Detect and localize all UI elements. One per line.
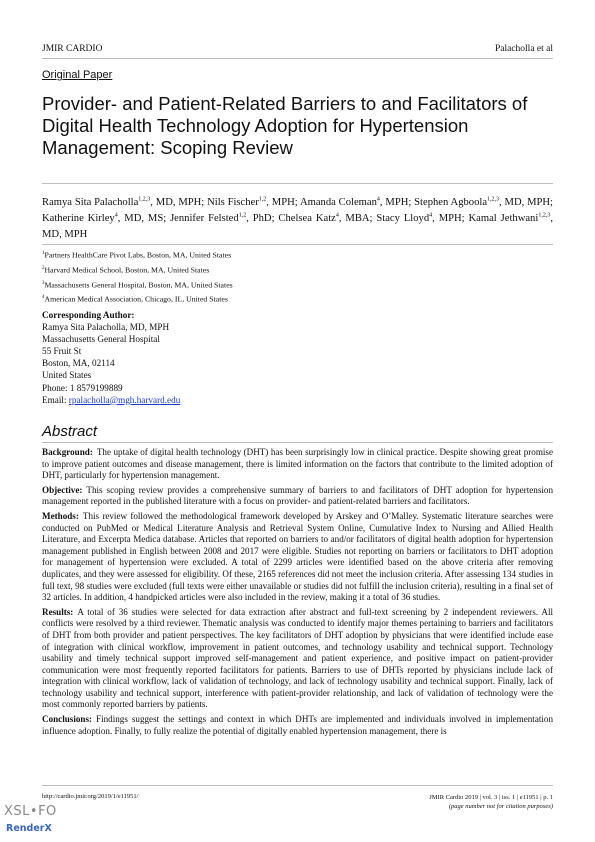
author-degree: , MD, MPH; <box>150 197 208 208</box>
author-name: Katherine Kirley <box>42 213 115 224</box>
affiliation <box>42 262 553 277</box>
author-degree: , MBA; <box>338 213 377 224</box>
author-degree: , MD, MPH <box>42 213 553 240</box>
author-affiliation-mark: 4 <box>376 196 380 203</box>
author <box>207 197 300 208</box>
author <box>42 197 207 208</box>
abstract-section-text: This review followed the methodological framework developed by Arskey and O’Malley. Systematic literature searches were conducted on PubMed or Medical Literature Analysis and Retrieval System Online, Cumulative Index to Nursing and Allied Health Literature, and Excerpta Medica database. Articles that reported on barriers to and/or facilitators of digital health adoption for hypertension management published in English between 2008 and 2017 were eligible. Studies not reporting on barriers or facilitators to DHT adoption for management of hypertension were excluded. A total of 2299 articles were identified based on the above criteria after removing duplicates, and they were assessed for eligibility. Of these, 2165 references did not meet the inclusion criteria. After assessing 134 studies in full text, 98 studies were excluded (full texts were either unavailable or studies did not fulfill the inclusion criteria), resulting in a final set of 32 articles. In addition, 4 handpicked articles were also included in the review, making it a total of 36 studies. <box>42 510 553 603</box>
abstract-section-label: Objective: <box>42 484 83 495</box>
affiliation-list <box>42 247 553 306</box>
affiliation-number: 2 <box>42 265 45 271</box>
author-degree: , MD, MS; <box>117 213 171 224</box>
author-degree: , MPH; <box>266 197 300 208</box>
authors-rule <box>42 244 553 245</box>
journal-name: JMIR CARDIO <box>42 44 103 54</box>
author <box>278 213 376 224</box>
abstract-body <box>42 447 553 740</box>
abstract-heading: Abstract <box>42 423 98 440</box>
affiliation-text: Partners HealthCare Pivot Labs, Boston, MA, United States <box>44 250 232 260</box>
author-name: Chelsea Katz <box>278 213 336 224</box>
abstract-section-label: Results: <box>42 606 74 617</box>
author <box>414 197 553 208</box>
title-rule <box>42 183 553 184</box>
author-name: Stacy Lloyd <box>376 213 430 224</box>
xslfo-logo: XSL•FO <box>4 804 57 819</box>
author-degree: , PhD; <box>246 213 279 224</box>
footer-rule <box>42 785 553 786</box>
corresponding-country: United States <box>42 370 92 381</box>
author-affiliation-mark: 4 <box>429 212 433 219</box>
abstract-section <box>42 485 553 508</box>
corresponding-email-line <box>42 394 553 406</box>
corresponding-org: Massachusetts General Hospital <box>42 334 160 345</box>
author <box>42 213 170 224</box>
author <box>376 213 468 224</box>
affiliation-number: 3 <box>42 280 45 286</box>
footer-citation-block <box>429 793 553 811</box>
author-degree: , MPH; <box>432 213 469 224</box>
abstract-section-text: Findings suggest the settings and context in which DHTs are implemented and individuals involved in implementation influence adoption. Finally, to fully realize the potential of digitally enabled hypertension management, there is <box>42 714 553 736</box>
abstract-section-text: A total of 36 studies were selected for data extraction after abstract and full-text screening by 2 independent reviewers. All conflicts were resolved by a third reviewer. Thematic analysis was conducted to identify major themes pertaining to barriers and facilitators of DHT from both provider and patient perspectives. The key facilitators of DHT adoption by physicians that were identified include ease of integration with clinical workflow, improvement in patient outcomes, and technology usability and technical support. Technology usability and timely technical support improved self-management and patient experience, and positive impact on patient-provider communication were most frequently reported facilitators for patients. Barriers to use of DHTs reported by physicians include lack of integration with clinical workflow, lack of validation of technology, and lack of technology usability and technical support. Finally, lack of technology usability and technical support, interference with patient-provider relationship, and lack of validation of technology were the most commonly reported barriers by patients. <box>42 606 553 710</box>
author-list <box>42 195 553 243</box>
affiliation <box>42 277 553 292</box>
corresponding-heading: Corresponding Author: <box>42 310 135 320</box>
author-affiliation-mark: 1,2,3 <box>138 196 151 203</box>
author-affiliation-mark: 1,2,3 <box>538 212 551 219</box>
author <box>300 197 414 208</box>
corresponding-phone: Phone: 1 8579199889 <box>42 382 123 393</box>
author-affiliation-mark: 1,2 <box>238 212 247 219</box>
author-degree: , MPH; <box>379 197 415 208</box>
author-name: Ramya Sita Palacholla <box>42 197 139 208</box>
corresponding-city: Boston, MA, 02114 <box>42 358 115 369</box>
email-label: Email: <box>42 394 69 405</box>
author-affiliation-mark: 1,2,3 <box>487 196 500 203</box>
abstract-section-label: Background: <box>42 447 93 457</box>
abstract-section <box>42 447 553 482</box>
footer-note: (page number not for citation purposes) <box>448 803 553 810</box>
footer-url[interactable]: http://cardio.jmir.org/2019/1/e11951/ <box>42 793 139 800</box>
abstract-section-label: Methods: <box>42 510 79 521</box>
abstract-section <box>42 511 553 604</box>
corresponding-name: Ramya Sita Palacholla, MD, MPH <box>42 322 170 333</box>
article-type: Original Paper <box>42 69 113 81</box>
author <box>170 213 278 224</box>
affiliation <box>42 291 553 306</box>
author-name: Stephen Agboola <box>414 197 488 208</box>
affiliation <box>42 247 553 262</box>
abstract-section-text: The uptake of digital health technology (DHT) has been surprisingly low in clinical practice. Despite showing great promise to improve patient outcomes and disease management, there is limited information on the factors that contribute to the limited adoption of DHT, particularly for hypertension management. <box>42 447 553 481</box>
affiliation-text: Harvard Medical School, Boston, MA, United States <box>44 265 210 275</box>
header-rule <box>42 58 553 59</box>
abstract-section-text: This scoping review provides a comprehensive summary of barriers to and facilitators of DHT adoption for hypertension management reported in the published literature with a focus on provider- and patient-related barriers and facilitators. <box>42 484 553 507</box>
abstract-section <box>42 607 553 711</box>
affiliation-number: 4 <box>42 295 45 301</box>
abstract-rule <box>42 442 553 443</box>
author-affiliation-mark: 4 <box>114 212 118 219</box>
author-name: Kamal Jethwani <box>468 213 539 224</box>
abstract-section <box>42 714 553 737</box>
running-author: Palacholla et al <box>494 44 553 54</box>
corresponding-author <box>42 309 553 406</box>
author-affiliation-mark: 1,2 <box>258 196 267 203</box>
abstract-section-label: Conclusions: <box>42 714 93 725</box>
footer-citation: JMIR Cardio 2019 | vol. 3 | iss. 1 | e11951 | p. 1 <box>429 794 553 801</box>
author-degree: , MD, MPH; <box>499 197 553 208</box>
author-name: Nils Fischer <box>207 197 259 208</box>
affiliation-text: Massachusetts General Hospital, Boston, MA, United States <box>44 280 233 290</box>
affiliation-number: 1 <box>42 251 45 256</box>
affiliation-text: American Medical Association, Chicago, IL, United States <box>44 294 228 304</box>
author-name: Amanda Coleman <box>299 197 377 208</box>
author-affiliation-mark: 4 <box>335 212 339 219</box>
author-name: Jennifer Felsted <box>170 213 239 224</box>
email-link[interactable]: rpalacholla@mgh.harvard.edu <box>68 394 181 405</box>
corresponding-street: 55 Fruit St <box>42 346 82 357</box>
renderx-logo: RenderX <box>6 823 52 834</box>
article-title: Provider- and Patient-Related Barriers to and Facilitators of Digital Health Technology Adoption for Hypertension Management: Scoping Review <box>42 93 528 158</box>
